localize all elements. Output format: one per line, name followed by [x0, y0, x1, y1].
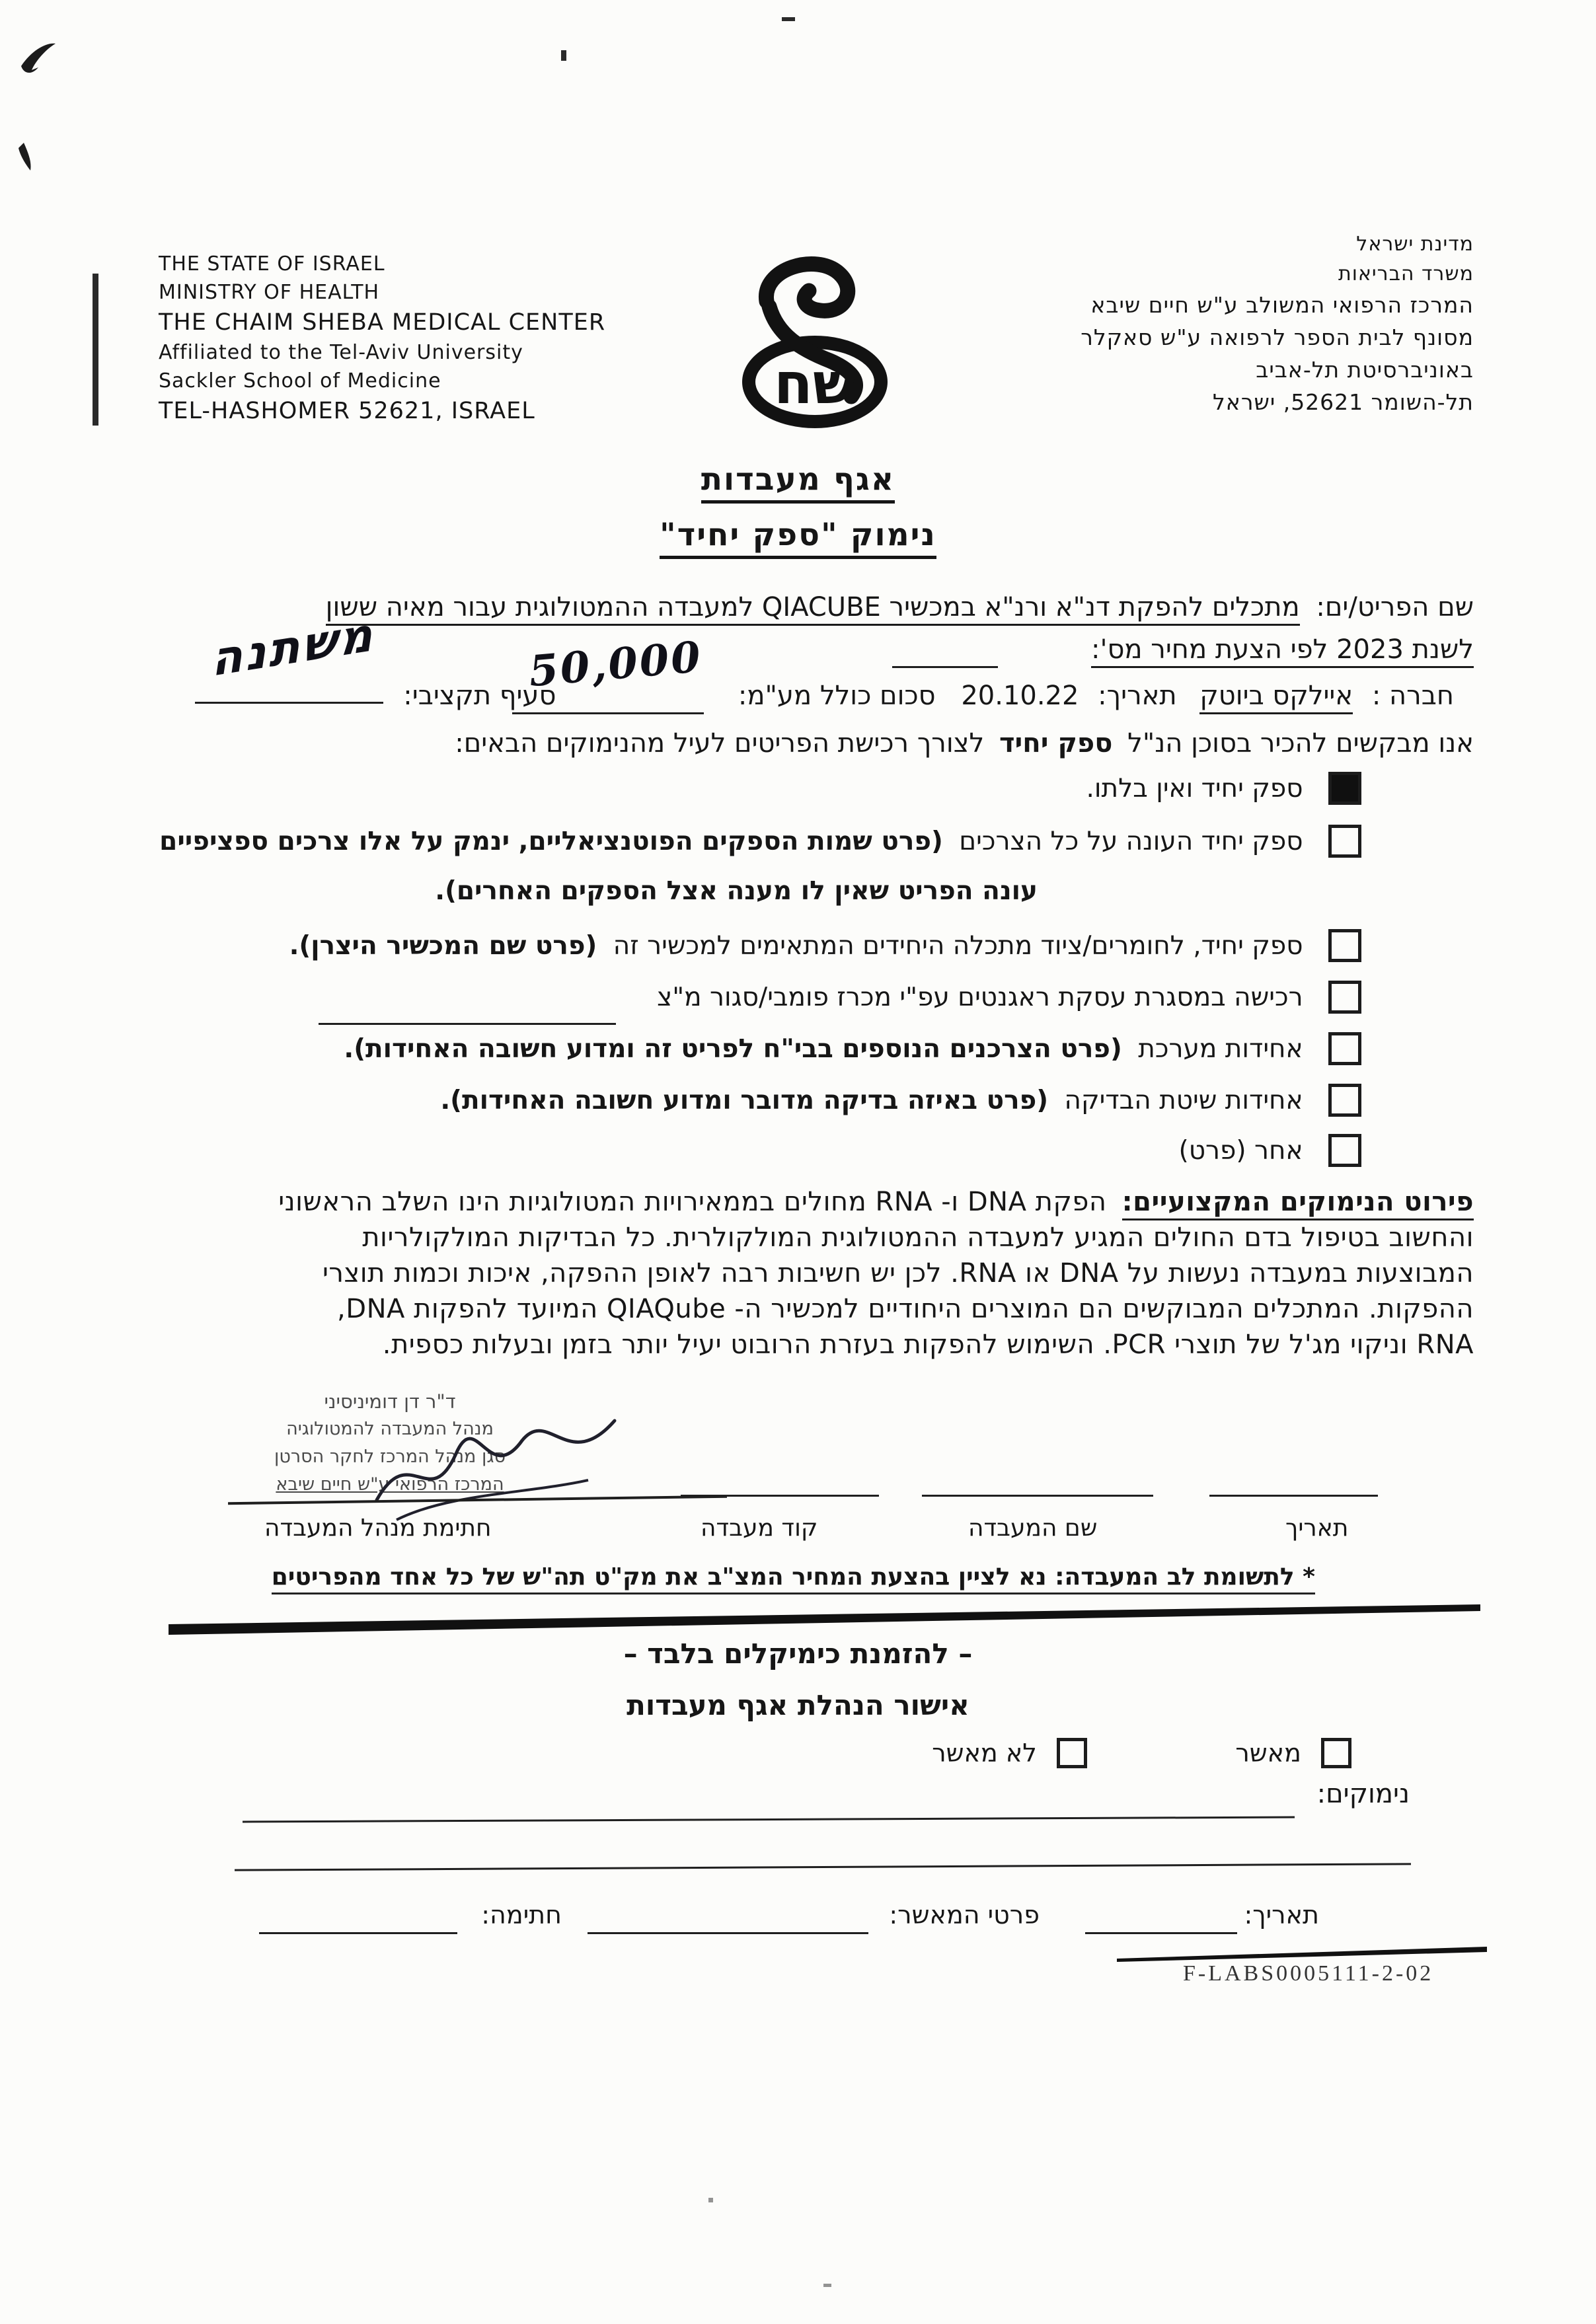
approver-details-field-line[interactable]: [588, 1932, 868, 1934]
sheba-snake-logo: [739, 250, 897, 431]
reason-detail: (פרט הצרכנים הנוספים בבי"ח לפריט זה ומדוע חשובה האחידות).: [344, 1033, 1122, 1064]
reason-option-sole-supplier[interactable]: [1086, 772, 1361, 805]
reason-option-reagent-deal[interactable]: [657, 981, 1361, 1014]
scan-speck: [823, 2284, 831, 2287]
tender-number-field-line[interactable]: [319, 1023, 616, 1025]
justification-line-3: המבוצעות במעבדה נעשות על DNA או RNA. לכן יש חשיבות רבה לאופן ההפקה, איכות וכמות תוצרי: [322, 1258, 1474, 1289]
lab-division-approval-title: אישור הנהלת אגף מעבדות: [627, 1689, 969, 1721]
dept-title: אגף מעבדות: [701, 461, 895, 504]
bottom-date-label: תאריך:: [1244, 1900, 1319, 1930]
bottom-signature-field-line[interactable]: [259, 1932, 457, 1934]
justification-line-4: ההפקות. המתכלים המבוקשים הם המוצרים היחודיים למכשיר ה- QIAQube המיועד להפקות DNA,: [337, 1294, 1474, 1324]
justification-line-2: והחשוב בטיפול בדם החולים המגיע למעבדה ההמטולוגית המולקולרית. כל הבדיקות המולקולריות: [362, 1222, 1474, 1253]
lab-name-label: שם המעבדה: [968, 1515, 1098, 1542]
item-year-text: לשנת 2023 לפי הצעת מחיר מס':: [1091, 634, 1474, 668]
reason-text: רכישה במסגרת עסקת ראגנטים עפ"י מכרז פומבי/סגור מ"צ: [657, 982, 1303, 1012]
letterhead-hebrew: [1081, 233, 1474, 415]
item-name-value: מתכלים להפקת דנ"א ורנ"א במכשיר QIACUBE למעבדה ההמטולוגית עבור מאיה ששון: [326, 592, 1300, 626]
not-approve-checkbox[interactable]: [1057, 1738, 1087, 1768]
ministry-line-he: משרד הבריאות: [1338, 262, 1474, 285]
company-label: חברה :: [1371, 681, 1454, 711]
reason-detail: (פרט שמות הספקים הפוטנציאליים, ינמק על אלו צרכים ספציפיים: [159, 826, 943, 856]
scan-speck: [708, 2198, 713, 2202]
reason-detail: (פרט שם המכשיר היצרן).: [289, 930, 597, 961]
reason-text: ספק יחיד העונה על כל הצרכים: [959, 826, 1303, 856]
subject-title-wrap: [0, 517, 1596, 553]
checkbox-unchecked[interactable]: [1328, 1084, 1361, 1117]
approve-option[interactable]: [1235, 1737, 1351, 1768]
date-label: תאריך: [1285, 1515, 1349, 1542]
budget-item-label: סעיף תקציבי:: [403, 681, 556, 711]
request-sentence: [455, 728, 1474, 759]
reason-option-test-method-uniformity[interactable]: [440, 1084, 1361, 1117]
reason-text: אחידות שיטת הבדיקה: [1064, 1085, 1303, 1115]
reasons-label: נימוקים:: [1316, 1779, 1410, 1809]
stamp-center-name: המרכז הרפואי ע"ש חיים שיבא: [276, 1474, 504, 1495]
subject-title: נימוק "ספק יחיד": [660, 517, 936, 559]
justification-text: הפקת DNA ו- RNA מחולים בממאירויות המטולוגיות הינו השלב הראשוני: [278, 1187, 1107, 1217]
lab-manager-signature-label: חתימת מנהל המעבדה: [264, 1515, 492, 1542]
date-value: 20.10.22: [961, 681, 1079, 711]
pen-mark-artifacts: [12, 32, 71, 177]
reason-text: אחידות מערכת: [1138, 1033, 1303, 1064]
reason-text: ספק יחיד ואין בלתו.: [1086, 773, 1303, 804]
request-bold: ספק יחיד: [999, 728, 1113, 759]
reason-text: ספק יחיד, לחומרים/ציוד מתכלה היחידים המתאימים למכשיר זה: [613, 930, 1303, 961]
reason-option-unique-consumables[interactable]: [289, 929, 1361, 962]
scan-speck: [561, 50, 566, 61]
reason-detail: (פרט באיזה בדיקה מדובר ומדוע חשובה האחידות).: [440, 1085, 1049, 1115]
state-line: THE STATE OF ISRAEL: [159, 252, 385, 276]
handwritten-budget-item: משתנה: [210, 607, 376, 687]
reason-text: אחר (פרט): [1178, 1135, 1303, 1166]
reason-detail-continued: עונה הפריט שאין לו מענה אצל הספקים האחרים).: [435, 876, 1038, 906]
address-line: TEL-HASHOMER 52621, ISRAEL: [159, 398, 535, 424]
item-name-label: שם הפריט/ים:: [1316, 592, 1474, 622]
reason-option-meets-all-needs[interactable]: [159, 825, 1361, 858]
school-line: Sackler School of Medicine: [159, 369, 441, 393]
lab-code-label: קוד מעבדה: [701, 1515, 818, 1542]
request-prefix: אנו מבקשים להכיר בסוכן הנ"ל: [1127, 728, 1474, 759]
total-incl-vat-label: סכום כולל מע"מ:: [738, 681, 936, 711]
letterhead-english: [159, 252, 605, 424]
affiliation-line: Affiliated to the Tel-Aviv University: [159, 341, 523, 364]
stamp-doctor-name: ד"ר דן דומיניסיני: [324, 1390, 456, 1413]
checkbox-unchecked[interactable]: [1328, 825, 1361, 858]
checkbox-unchecked[interactable]: [1328, 1032, 1361, 1065]
price-quote-number-field[interactable]: [892, 666, 998, 668]
item-year-line: [1091, 634, 1474, 665]
date-signature-line[interactable]: [1209, 1495, 1378, 1497]
ministry-line: MINISTRY OF HEALTH: [159, 281, 380, 304]
company-value: איילקס ביוטק: [1199, 681, 1353, 714]
svg-text:שח: שח: [773, 351, 856, 417]
center-name-line: THE CHAIM SHEBA MEDICAL CENTER: [159, 309, 606, 336]
bottom-signature-label: חתימה:: [481, 1900, 562, 1930]
attention-note: * לתשומת לב המעבדה: נא לציין בהצעת המחיר המצ"ב את מק"ט תה"ש של כל אחד מהפריטים: [272, 1563, 1315, 1591]
chemicals-only-title: – להזמנת כימיקלים בלבד –: [623, 1637, 973, 1670]
reason-option-meets-all-needs-cont: [435, 876, 1038, 906]
not-approve-option[interactable]: [932, 1737, 1087, 1768]
reason-option-other[interactable]: [1179, 1134, 1361, 1167]
affiliation-line-he: מסונף לבית הספר לרפואה ע"ש סאקלר: [1081, 324, 1474, 350]
center-name-line-he: המרכז הרפואי המשולב ע"ש חיים שיבא: [1090, 292, 1474, 318]
date-label: תאריך:: [1098, 681, 1177, 711]
footer-divider: [1117, 1947, 1487, 1963]
justification-heading: פירוט הנימוקים המקצועיים:: [1122, 1187, 1474, 1220]
scan-edge-line: [93, 274, 98, 426]
checkbox-unchecked[interactable]: [1328, 929, 1361, 962]
item-name-line: [326, 592, 1474, 622]
address-line-he: תל-השומר 52621, ישראל: [1213, 389, 1474, 415]
handwritten-signature-scribble: [357, 1381, 634, 1533]
justification-line-5: RNA וניקוי מג'ל של תוצרי PCR. השימוש להפקות בעזרת הרובוט יעיל יותר בזמן ובעלות כספית.: [382, 1330, 1474, 1360]
stamp-role-1: מנהל המעבדה להמטולוגיה: [286, 1419, 494, 1439]
checkbox-checked[interactable]: [1328, 772, 1361, 805]
budget-item-field-line[interactable]: [195, 702, 383, 704]
state-line-he: מדינת ישראל: [1356, 233, 1474, 256]
approve-label: מאשר: [1235, 1738, 1301, 1768]
lab-name-signature-line[interactable]: [922, 1495, 1153, 1497]
reasons-writing-line-2[interactable]: [235, 1863, 1411, 1871]
stamp-role-2: סגן מנהל המרכז לחקר הסרטן: [274, 1446, 506, 1467]
checkbox-unchecked[interactable]: [1328, 981, 1361, 1014]
reasons-writing-line-1[interactable]: [243, 1817, 1295, 1823]
justification-line-1: [278, 1187, 1474, 1217]
checkbox-unchecked[interactable]: [1328, 1134, 1361, 1167]
university-line-he: באוניברסיטת תל-אביב: [1256, 357, 1474, 383]
scan-speck: [782, 17, 795, 21]
not-approve-label: לא מאשר: [932, 1738, 1037, 1768]
total-amount-field-line[interactable]: [512, 712, 704, 714]
request-suffix: לצורך רכישת הפריטים לעיל מהנימוקים הבאים:: [455, 728, 985, 759]
approver-details-label: פרטי המאשר:: [889, 1900, 1040, 1930]
lab-code-signature-line[interactable]: [681, 1495, 879, 1497]
section-divider: [169, 1604, 1480, 1637]
handwritten-total-amount: 50,000: [527, 632, 704, 697]
approve-checkbox[interactable]: [1321, 1738, 1351, 1768]
form-code: F-LABS0005111-2-02: [1183, 1961, 1434, 1986]
reason-option-system-uniformity[interactable]: [344, 1032, 1361, 1065]
bottom-date-field-line[interactable]: [1085, 1932, 1237, 1934]
dept-title-wrap: [0, 461, 1596, 498]
